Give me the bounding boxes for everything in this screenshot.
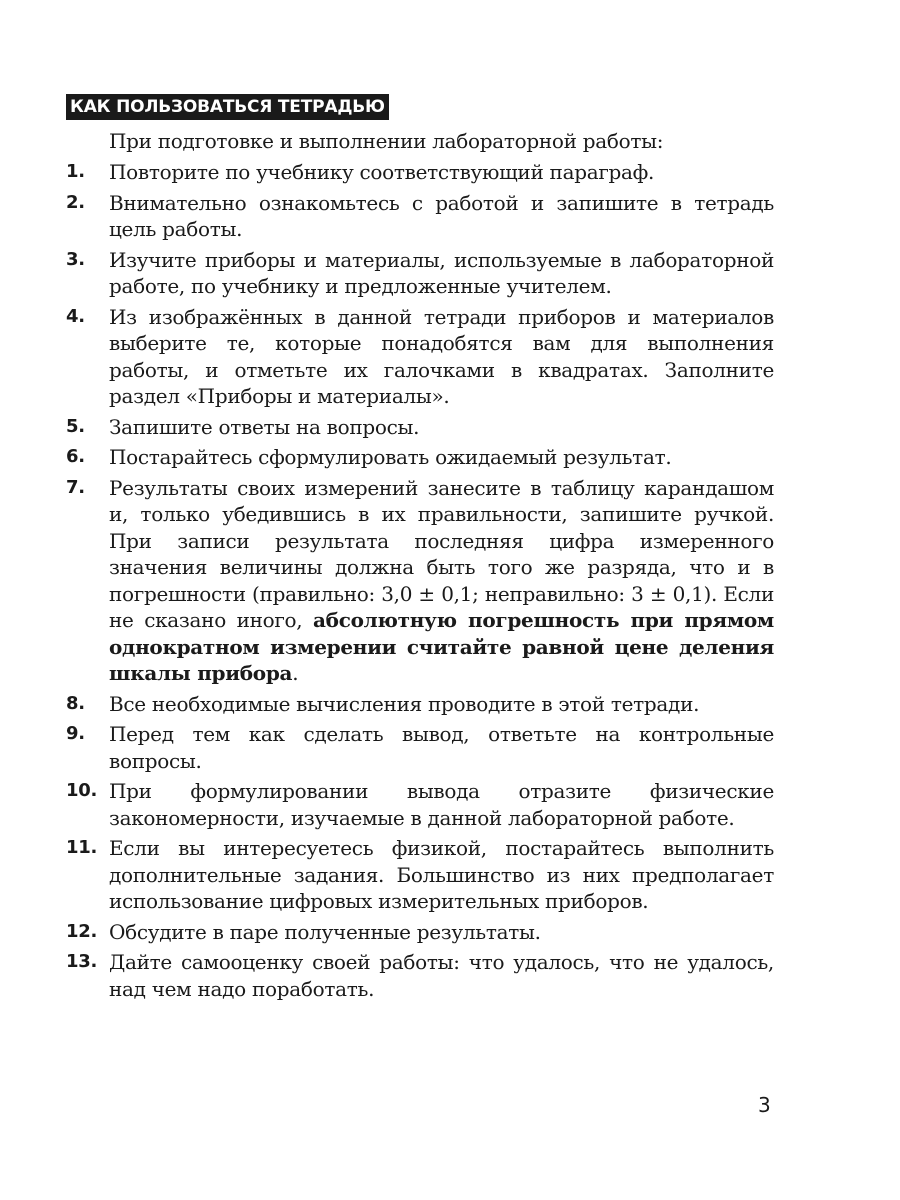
item-text: При формулировании вывода отразите физические закономерности, изучаемые в данной лабораторной работе. [109, 779, 774, 830]
item-bold-text: абсолютную погрешность при прямом однократном измерении считайте равной цене деления шкалы прибора [109, 608, 775, 685]
item-number: 1. [66, 161, 85, 182]
item-text: Все необходимые вычисления проводите в этой тетради. [109, 691, 700, 716]
list-item [66, 721, 774, 774]
item-number: 8. [66, 692, 85, 714]
item-number: 12. [66, 920, 97, 942]
intro-text: При подготовке и выполнении лабораторной работы: [109, 129, 664, 153]
item-text: Результаты своих измерений занесите в таблицу карандашом и, только убедившись в их правильности, запишите ручкой. При записи результата последняя цифра измеренного значения величины должна быть того же разряда, что и в погрешности (правильно: 3,0 ± 0,1; неправильно: 3 ± 0,1). Если не сказано иного, [109, 475, 774, 632]
instructions-list [66, 159, 774, 1006]
item-text: Постарайтесь сформулировать ожидаемый результат. [109, 445, 672, 469]
list-item [66, 835, 774, 915]
item-text: Перед тем как сделать вывод, ответьте на контрольные вопросы. [109, 722, 774, 773]
list-item [66, 247, 774, 300]
item-number: 13. [66, 951, 97, 972]
list-item [66, 475, 774, 687]
list-item [66, 919, 774, 946]
list-item [66, 190, 774, 243]
page-number: 3 [758, 1093, 771, 1117]
item-text: Запишите ответы на вопросы. [109, 414, 420, 439]
item-number: 4. [66, 305, 85, 327]
item-number: 2. [66, 191, 85, 213]
item-text: Обсудите в паре полученные результаты. [109, 919, 541, 944]
list-item [66, 444, 774, 471]
item-number: 5. [66, 415, 85, 437]
item-number: 11. [66, 837, 97, 858]
item-text: Изучите приборы и материалы, используемые в лабораторной работе, по учебнику и предложенные учителем. [109, 247, 774, 298]
list-item [66, 414, 774, 441]
item-text: Из изображённых в данной тетради приборов и материалов выберите те, которые понадобятся вам для выполнения работы, и отметьте их галочками в квадратах. Заполните раздел «Приборы и материалы». [109, 304, 774, 408]
item-number: 9. [66, 723, 85, 744]
list-item [66, 304, 774, 410]
item-text: Повторите по учебнику соответствующий параграф. [109, 160, 655, 184]
item-text: Внимательно ознакомьтесь с работой и запишите в тетрадь цель работы. [109, 190, 774, 241]
item-number: 6. [66, 446, 85, 467]
list-item [66, 778, 774, 831]
item-number: 3. [66, 248, 85, 270]
item-number: 7. [66, 476, 85, 498]
list-item [66, 159, 774, 186]
item-text: Если вы интересуетесь физикой, постарайтесь выполнить дополнительные задания. Большинство из них предполагает использование цифровых измерительных приборов. [109, 836, 774, 913]
item-text: Дайте самооценку своей работы: что удалось, что не удалось, над чем надо поработать. [109, 950, 774, 1001]
list-item [66, 949, 774, 1002]
list-item [66, 691, 774, 718]
item-tail-text: . [292, 661, 299, 685]
item-number: 10. [66, 780, 97, 801]
section-heading: КАК ПОЛЬЗОВАТЬСЯ ТЕТРАДЬЮ [66, 94, 389, 120]
